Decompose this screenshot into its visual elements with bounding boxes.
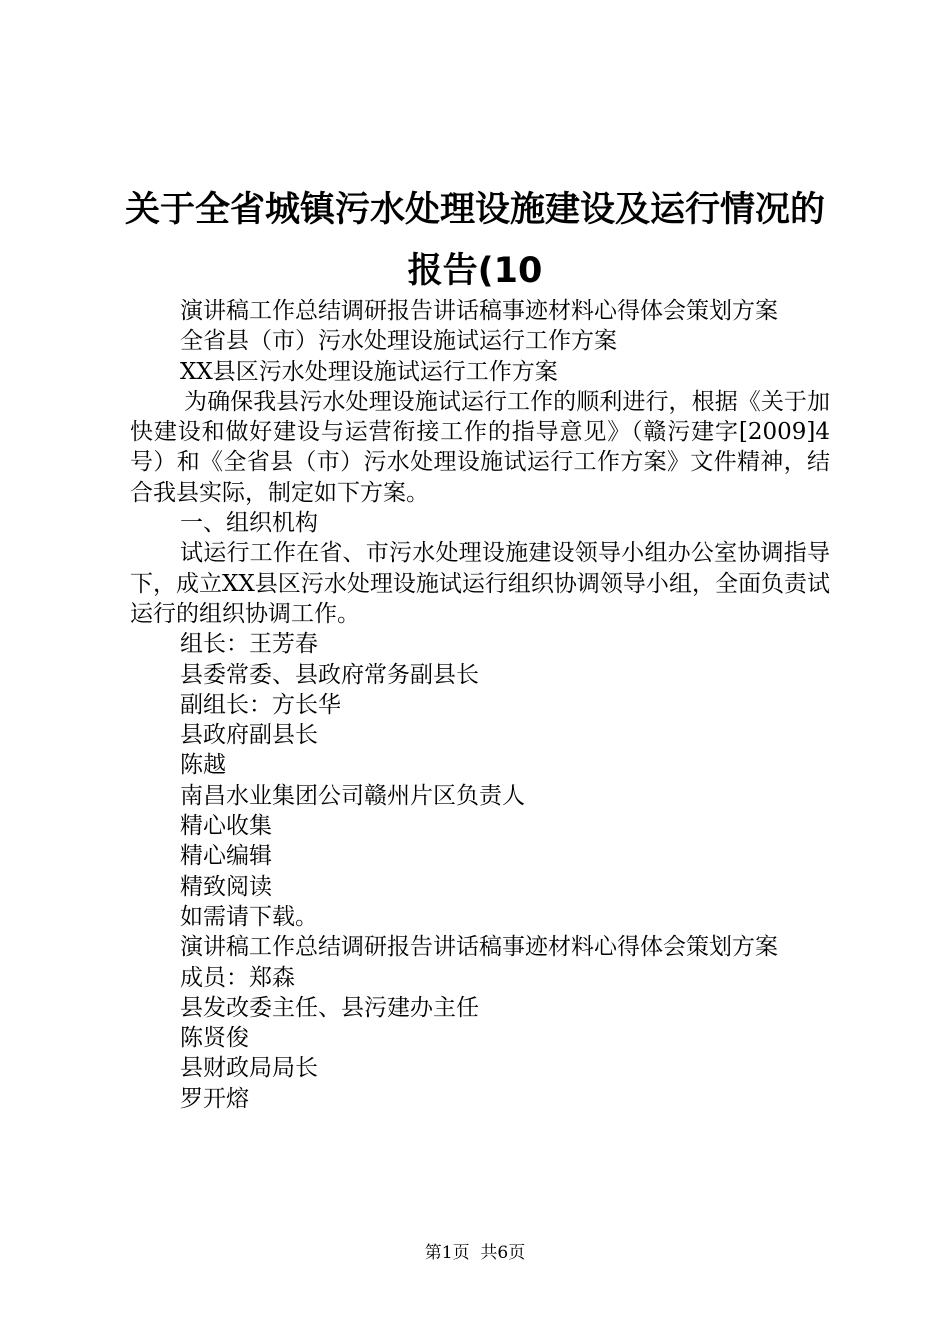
paragraph-plan-title: 全省县（市）污水处理设施试运行工作方案 bbox=[180, 328, 617, 355]
section-heading-organization: 一、组织机构 bbox=[180, 510, 318, 537]
list-item: 陈越 bbox=[180, 752, 226, 779]
list-item: 如需请下载。 bbox=[180, 903, 318, 930]
list-item: 组长：王芳春 bbox=[180, 631, 318, 658]
list-item: 成员：郑森 bbox=[180, 964, 295, 991]
list-item: 副组长：方长华 bbox=[180, 691, 341, 718]
paragraph-subtitle: XX县区污水处理设施试运行工作方案 bbox=[180, 358, 558, 385]
document-title-line-1: 关于全省城镇污水处理设施建设及运行情况的 bbox=[124, 190, 825, 230]
list-item: 南昌水业集团公司赣州片区负责人 bbox=[180, 782, 525, 809]
page-footer: 第1页 共6页 bbox=[424, 1243, 526, 1263]
list-item: 精致阅读 bbox=[180, 873, 272, 900]
list-item: 精心编辑 bbox=[180, 843, 272, 870]
list-item: 县政府副县长 bbox=[180, 722, 318, 749]
document-title-line-2: 报告(10 bbox=[407, 251, 543, 291]
list-item: 罗开熔 bbox=[180, 1085, 249, 1112]
paragraph-header-list: 演讲稿工作总结调研报告讲话稿事迹材料心得体会策划方案 bbox=[180, 934, 778, 961]
list-item: 精心收集 bbox=[180, 813, 272, 840]
paragraph-organization: 试运行工作在省、市污水处理设施建设领导小组办公室协调指导下，成立XX县区污水处理设施试运行组织协调领导小组，全面负责试运行的组织协调工作。 bbox=[130, 540, 830, 627]
list-item: 县财政局局长 bbox=[180, 1055, 318, 1082]
document-body bbox=[130, 296, 830, 1114]
paragraph-intro: 为确保我县污水处理设施试运行工作的顺利进行，根据《关于加快建设和做好建设与运营衔接工作的指导意见》（赣污建字[2009]4号）和《全省县（市）污水处理设施试运行工作方案》文件精神，结合我县实际，制定如下方案。 bbox=[130, 388, 830, 506]
paragraph-header-list: 演讲稿工作总结调研报告讲话稿事迹材料心得体会策划方案 bbox=[180, 298, 778, 324]
list-item: 陈贤俊 bbox=[180, 1025, 249, 1052]
list-item: 县发改委主任、县污建办主任 bbox=[180, 994, 479, 1021]
list-item: 县委常委、县政府常务副县长 bbox=[180, 661, 479, 688]
